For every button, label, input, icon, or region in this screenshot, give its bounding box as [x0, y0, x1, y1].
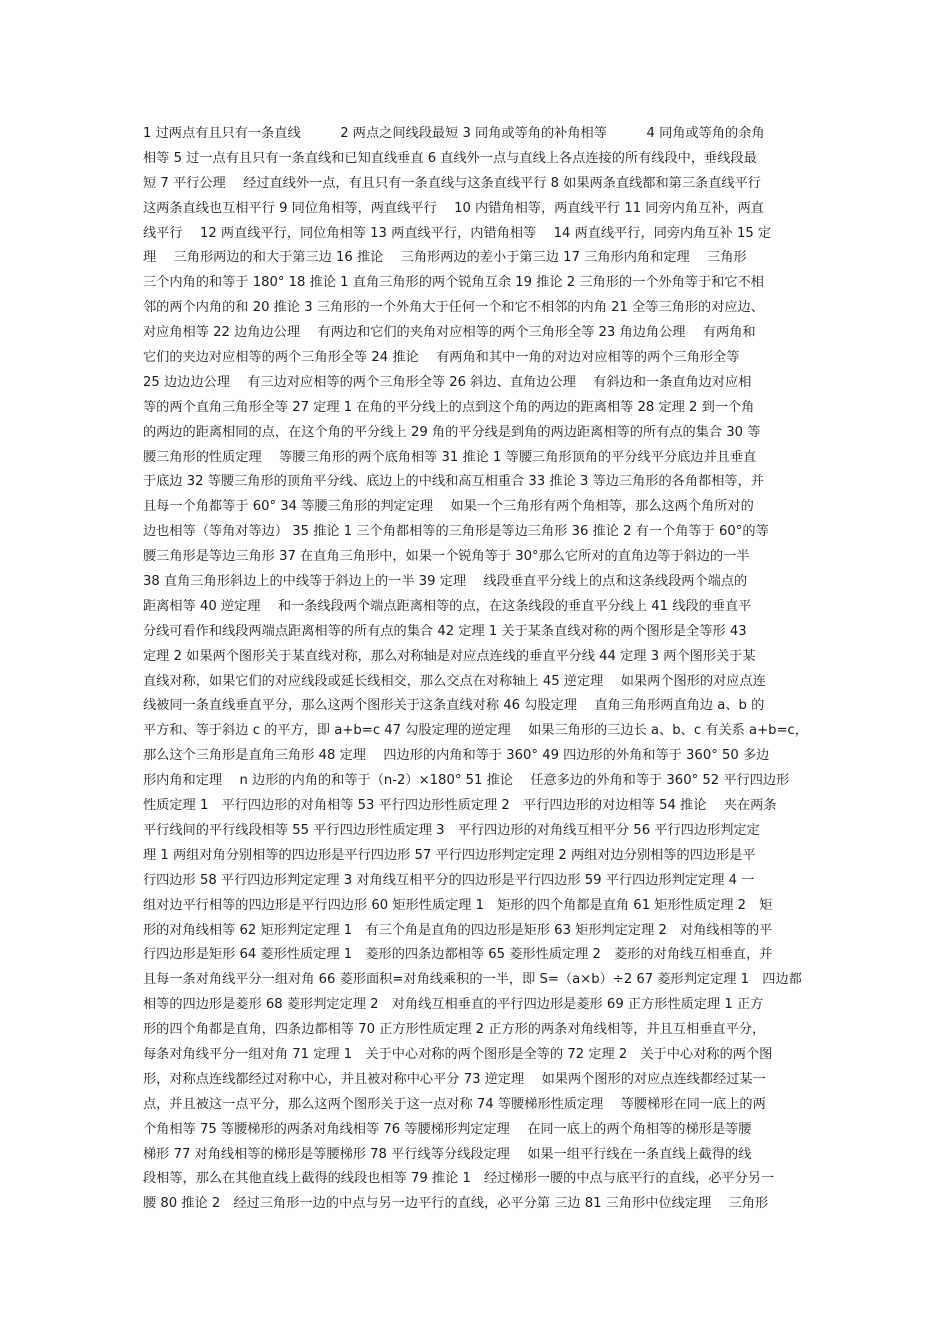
text-line: 1 过两点有且只有一条直线 2 两点之间线段最短 3 同角或等角的补角相等 4 同角或等角的余角 [143, 126, 765, 141]
text-line: 的两边的距离相同的点，在这个角的平分线上 29 角的平分线是到角的两边距离相等的所有点的集合 30 等 [143, 424, 761, 440]
text-line: 平方和、等于斜边 c 的平方，即 a+b=c 47 勾股定理的逆定理 如果三角形的三边长 a、b、c 有关系 a+b=c， [143, 723, 808, 739]
text-line: 25 边边边公理 有三边对应相等的两个三角形全等 26 斜边、直角边公理 有斜边和一条直角边对应相 [143, 374, 752, 390]
text-line: 直线对称，如果它们的对应线段或延长线相交，那么交点在对称轴上 45 逆定理 如果两个图形的对应点连 [143, 673, 766, 689]
text-line: 形的对角线相等 62 矩形判定定理 1 有三个角是直角的四边形是矩形 63 矩形判定定理 2 对角线相等的平 [143, 922, 773, 938]
text-line: 个角相等 75 等腰梯形的两条对角线相等 76 等腰梯形判定定理 在同一底上的两个角相等的梯形是等腰 [143, 1121, 752, 1137]
text-line: 三个内角的和等于 180° 18 推论 1 直角三角形的两个锐角互余 19 推论 2 三角形的一个外角等于和它不相 [143, 275, 764, 291]
text-line: 理 三角形两边的和大于第三边 16 推论 三角形两边的差小于第三边 17 三角形内角和定理 三角形 [143, 250, 747, 266]
text-line: 邻的两个内角的和 20 推论 3 三角形的一个外角大于任何一个和它不相邻的内角 21 全等三角形的对应边、 [143, 300, 764, 316]
text-line: 组对边平行相等的四边形是平行四边形 60 矩形性质定理 1 矩形的四个角都是直角 61 矩形性质定理 2 矩 [143, 897, 773, 913]
text-line: 腰 80 推论 2 经过三角形一边的中点与另一边平行的直线，必平分第 三边 81 三角形中位线定理 三角形 [143, 1196, 769, 1212]
text-line: 理 1 两组对角分别相等的四边形是平行四边形 57 平行四边形判定定理 2 两组对边分别相等的四边形是平 [143, 847, 756, 863]
text-line: 平行线间的平行线段相等 55 平行四边形性质定理 3 平行四边形的对角线互相平分 56 平行四边形判定定 [143, 822, 760, 838]
text-line: 形，对称点连线都经过对称中心，并且被对称中心平分 73 逆定理 如果两个图形的对应点连线都经过某一 [143, 1071, 766, 1087]
text-line: 边也相等（等角对等边） 35 推论 1 三个角都相等的三角形是等边三角形 36 推论 2 有一个角等于 60°的等 [143, 524, 769, 540]
text-line: 相等的四边形是菱形 68 菱形判定定理 2 对角线互相垂直的平行四边形是菱形 69 正方形性质定理 1 正方 [143, 997, 764, 1013]
theorem-text-body [143, 122, 811, 1217]
text-line: 腰三角形是等边三角形 37 在直角三角形中，如果一个锐角等于 30°那么它所对的直角边等于斜边的一半 [143, 549, 750, 565]
text-line: 性质定理 1 平行四边形的对角相等 53 平行四边形性质定理 2 平行四边形的对边相等 54 推论 夹在两条 [143, 798, 777, 814]
text-line: 短 7 平行公理 经过直线外一点，有且只有一条直线与这条直线平行 8 如果两条直线都和第三条直线平行 [143, 175, 761, 191]
text-line: 形内角和定理 n 边形的内角的和等于（n-2）×180° 51 推论 任意多边的外角和等于 360° 52 平行四边形 [143, 773, 790, 789]
text-line: 行四边形 58 平行四边形判定定理 3 对角线互相平分的四边形是平行四边形 59 平行四边形判定定理 4 一 [143, 872, 755, 888]
text-line: 点，并且被这一点平分，那么这两个图形关于这一点对称 74 等腰梯形性质定理 等腰梯形在同一底上的两 [143, 1096, 766, 1112]
text-line: 那么这个三角形是直角三角形 48 定理 四边形的内角和等于 360° 49 四边形的外角和等于 360° 50 多边 [143, 748, 770, 764]
text-line: 这两条直线也互相平行 9 同位角相等，两直线平行 10 内错角相等，两直线平行 11 同旁内角互补，两直 [143, 200, 764, 216]
text-line: 相等 5 过一点有且只有一条直线和已知直线垂直 6 直线外一点与直线上各点连接的所有线段中，垂线段最 [143, 150, 757, 166]
text-line: 且每一条对角线平分一组对角 66 菱形面积=对角线乘积的一半，即 S=（a×b）÷2 67 菱形判定定理 1 四边都 [143, 972, 802, 988]
text-line: 等的两个直角三角形全等 27 定理 1 在角的平分线上的点到这个角的两边的距离相等 28 定理 2 到一个角 [143, 399, 755, 415]
text-line: 且每一个角都等于 60° 34 等腰三角形的判定定理 如果一个三角形有两个角相等，那么这两个角所对的 [143, 499, 754, 515]
text-line: 它们的夹边对应相等的两个三角形全等 24 推论 有两角和其中一角的对边对应相等的两个三角形全等 [143, 350, 740, 366]
text-line: 38 直角三角形斜边上的中线等于斜边上的一半 39 定理 线段垂直平分线上的点和这条线段两个端点的 [143, 574, 748, 590]
text-line: 线被同一条直线垂直平分，那么这两个图形关于这条直线对称 46 勾股定理 直角三角形两直角边 a、b 的 [143, 698, 765, 714]
text-line: 分线可看作和线段两端点距离相等的所有点的集合 42 定理 1 关于某条直线对称的两个图形是全等形 43 [143, 623, 747, 639]
text-line: 对应角相等 22 边角边公理 有两边和它们的夹角对应相等的两个三角形全等 23 角边角公理 有两角和 [143, 325, 756, 341]
text-line: 线平行 12 两直线平行，同位角相等 13 两直线平行，内错角相等 14 两直线平行，同旁内角互补 15 定 [143, 225, 772, 241]
text-line: 行四边形是矩形 64 菱形性质定理 1 菱形的四条边都相等 65 菱形性质定理 2 菱形的对角线互相垂直，并 [143, 947, 773, 963]
text-line: 距离相等 40 逆定理 和一条线段两个端点距离相等的点，在这条线段的垂直平分线上 41 线段的垂直平 [143, 598, 752, 614]
text-line: 形的四个角都是直角，四条边都相等 70 正方形性质定理 2 正方形的两条对角线相等，并且互相垂直平分， [143, 1022, 766, 1038]
text-line: 腰三角形的性质定理 等腰三角形的两个底角相等 31 推论 1 等腰三角形顶角的平分线平分底边并且垂直 [143, 449, 757, 465]
text-line: 梯形 77 对角线相等的梯形是等腰梯形 78 平行线等分线段定理 如果一组平行线在一条直线上截得的线 [143, 1146, 752, 1162]
text-line: 于底边 32 等腰三角形的顶角平分线、底边上的中线和高互相重合 33 推论 3 等边三角形的各角都相等，并 [143, 474, 764, 490]
text-line: 每条对角线平分一组对角 71 定理 1 关于中心对称的两个图形是全等的 72 定理 2 关于中心对称的两个图 [143, 1046, 773, 1062]
text-line: 定理 2 如果两个图形关于某直线对称，那么对称轴是对应点连线的垂直平分线 44 定理 3 两个图形关于某 [143, 648, 756, 664]
text-line: 段相等，那么在其他直线上截得的线段也相等 79 推论 1 经过梯形一腰的中点与底平行的直线，必平分另一 [143, 1171, 775, 1187]
